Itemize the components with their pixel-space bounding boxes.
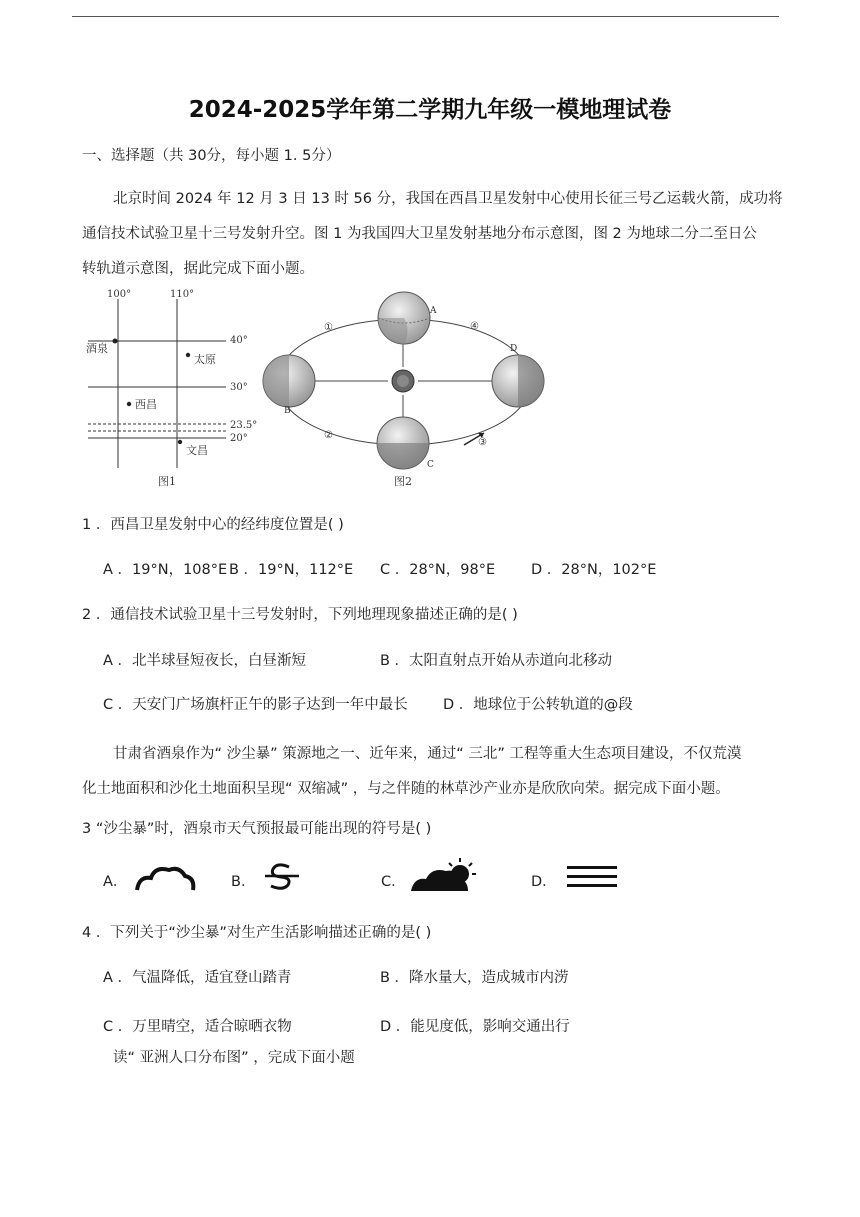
overcast-symbol-icon bbox=[133, 862, 197, 892]
passage1-line1: 北京时间 2024 年 12 月 3 日 13 时 56 分，我国在西昌卫星发射中心使用长征三号乙运载火箭，成功将 bbox=[113, 191, 783, 207]
lon-label-100: 100° bbox=[107, 289, 132, 300]
q3-option-d[interactable]: D． bbox=[531, 874, 557, 890]
q1-option-c[interactable]: C ．28°N，98°E bbox=[380, 562, 496, 578]
figure1-map bbox=[80, 285, 270, 490]
lat-label-30: 30° bbox=[230, 382, 248, 393]
passage2-line2: 化土地面积和沙化土地面积呈现“ 双缩减” ，与之伴随的林草沙产业亦是欣欣向荣。据完成下面小题。 bbox=[82, 781, 730, 797]
lat-label-40: 40° bbox=[230, 335, 248, 346]
lat-label-23-5: 23.5° bbox=[230, 420, 258, 431]
xichang-dot bbox=[127, 402, 131, 406]
q4-option-b[interactable]: B ．降水量大，造成城市内涝 bbox=[380, 970, 569, 986]
orbit-label-4: ④ bbox=[470, 321, 479, 332]
passage1-line2: 通信技术试验卫星十三号发射升空。图 1 为我国四大卫星发射基地分布示意图，图 2 为地球二分二至日公 bbox=[82, 226, 757, 242]
earth-a bbox=[378, 292, 430, 344]
label-a: A bbox=[430, 306, 437, 316]
q1-option-a[interactable]: A ．19°N，108°E bbox=[103, 562, 228, 578]
figure2-caption: 图2 bbox=[394, 475, 412, 488]
page-title: 2024-2025学年第二学期九年级一模地理试卷 bbox=[188, 97, 672, 123]
place-wenchang: 文昌 bbox=[186, 444, 208, 457]
q4-option-a[interactable]: A ．气温降低，适宜登山踏青 bbox=[103, 970, 292, 986]
q2-option-c[interactable]: C ．天安门广场旗杆正午的影子达到一年中最长 bbox=[103, 697, 408, 713]
taiyuan-dot bbox=[186, 353, 190, 357]
passage2-line1: 甘肃省酒泉作为“ 沙尘暴” 策源地之一、近年来，通过“ 三北” 工程等重大生态项目建设，不仅荒漠 bbox=[113, 746, 742, 762]
section-heading: 一、选择题（共 30分，每小题 1. 5分） bbox=[82, 148, 341, 164]
q1-option-d[interactable]: D ．28°N，102°E bbox=[531, 562, 657, 578]
label-b: B bbox=[284, 406, 291, 416]
sandstorm-symbol-icon bbox=[261, 860, 303, 892]
q2-option-b[interactable]: B ．太阳直射点开始从赤道向北移动 bbox=[380, 653, 613, 669]
earth-d bbox=[492, 355, 544, 407]
label-c: C bbox=[427, 460, 434, 470]
orbit-label-1: ① bbox=[324, 322, 333, 333]
q4-stem: 4 ．下列关于“沙尘暴”对生产生活影响描述正确的是( ) bbox=[82, 925, 432, 941]
place-taiyuan: 太原 bbox=[194, 353, 216, 366]
q2-stem: 2 ．通信技术试验卫星十三号发射时，下列地理现象描述正确的是( ) bbox=[82, 607, 518, 623]
q3-option-a[interactable]: A． bbox=[103, 874, 128, 890]
orbit-label-2: ② bbox=[324, 430, 333, 441]
passage1-line3: 转轨道示意图，据此完成下面小题。 bbox=[82, 261, 314, 277]
jiuquan-dot bbox=[113, 339, 118, 344]
q3-option-c[interactable]: C． bbox=[381, 874, 406, 890]
q3-option-b[interactable]: B． bbox=[231, 874, 256, 890]
q2-option-a[interactable]: A ．北半球昼短夜长，白昼渐短 bbox=[103, 653, 307, 669]
wenchang-dot bbox=[178, 440, 182, 444]
q1-stem: 1 ．西昌卫星发射中心的经纬度位置是( ) bbox=[82, 517, 344, 533]
place-xichang: 西昌 bbox=[135, 398, 157, 411]
lat-label-20: 20° bbox=[230, 433, 248, 444]
passage3-line1: 读“ 亚洲人口分布图” ，完成下面小题 bbox=[113, 1050, 355, 1066]
q3-stem: 3 “沙尘暴”时，酒泉市天气预报最可能出现的符号是( ) bbox=[82, 821, 432, 837]
place-jiuquan: 酒泉 bbox=[86, 342, 108, 355]
partly-cloudy-symbol-icon bbox=[408, 855, 482, 893]
earth-b bbox=[263, 355, 315, 407]
figure2-orbit bbox=[258, 285, 550, 490]
label-d: D bbox=[510, 344, 518, 354]
lon-label-110: 110° bbox=[170, 289, 195, 300]
earth-c bbox=[377, 417, 429, 469]
q4-option-d[interactable]: D ．能见度低，影响交通出行 bbox=[380, 1019, 570, 1035]
q1-option-b[interactable]: B ．19°N，112°E bbox=[229, 562, 354, 578]
fog-symbol-icon bbox=[567, 864, 617, 890]
q2-option-d[interactable]: D ．地球位于公转轨道的@段 bbox=[443, 697, 633, 713]
header-rule bbox=[72, 16, 779, 17]
figure1-caption: 图1 bbox=[158, 475, 176, 488]
q4-option-c[interactable]: C ．万里晴空，适合晾晒衣物 bbox=[103, 1019, 292, 1035]
orbit-label-3: ③ bbox=[478, 437, 487, 448]
